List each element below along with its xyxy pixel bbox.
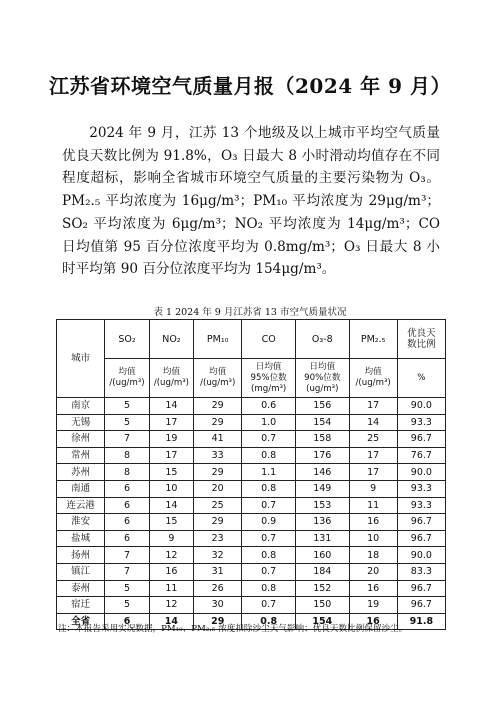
city-cell: 盐城 [57, 530, 105, 547]
value-cell: 93.3 [397, 480, 445, 497]
value-cell: 5 [105, 414, 149, 431]
table-row [57, 514, 446, 531]
value-cell: 0.8 [242, 613, 296, 630]
city-cell: 苏州 [57, 464, 105, 481]
summary-paragraph: 2024 年 9 月，江苏 13 个地级及以上城市平均空气质量优良天数比例为 91.8%，O₃ 日最大 8 小时滑动均值存在不同程度超标，影响全省城市环境空气质量的主要污染物为 O₃。PM₂.₅ 平均浓度为 16μg/m³；PM₁₀ 平均浓度为 29μg/m³；SO₂ 平均浓度为 6μg/m³；NO₂ 平均浓度为 14μg/m³；CO 日均值第 95 百分位浓度平均为 0.8mg/m³；O₃ 日最大 8 小时平均第 90 百分位浓度平均为 154μg/m³。 [62, 125, 440, 278]
value-cell: 152 [296, 580, 350, 597]
table-row [57, 414, 446, 431]
value-cell: 25 [349, 431, 397, 448]
city-cell: 徐州 [57, 431, 105, 448]
table-row [57, 447, 446, 464]
value-cell: 25 [194, 497, 242, 514]
value-cell: 17 [349, 398, 397, 415]
value-cell: 0.8 [242, 480, 296, 497]
city-cell: 泰州 [57, 580, 105, 597]
value-cell: 150 [296, 597, 350, 614]
value-cell: 91.8 [397, 613, 445, 630]
value-cell: 12 [149, 547, 193, 564]
table-row [57, 464, 446, 481]
value-cell: 0.7 [242, 563, 296, 580]
value-cell: 6 [105, 613, 149, 630]
value-cell: 149 [296, 480, 350, 497]
value-cell: 6 [105, 530, 149, 547]
col-header-text: 优良天数比例 [407, 328, 436, 350]
value-cell: 9 [349, 480, 397, 497]
value-cell: 15 [149, 464, 193, 481]
value-cell: 16 [349, 514, 397, 531]
value-cell: 19 [149, 431, 193, 448]
value-cell: 17 [149, 414, 193, 431]
value-cell: 83.3 [397, 563, 445, 580]
col-header [397, 320, 445, 359]
value-cell: 10 [149, 480, 193, 497]
value-cell: 93.3 [397, 497, 445, 514]
value-cell: 14 [349, 414, 397, 431]
value-cell: 96.7 [397, 580, 445, 597]
value-cell: 7 [105, 563, 149, 580]
value-cell: 10 [349, 530, 397, 547]
col-header: CO [242, 320, 296, 359]
value-cell: 16 [349, 580, 397, 597]
col-header: SO₂ [105, 320, 149, 359]
col-header: NO₂ [149, 320, 193, 359]
table-subheader-row [57, 359, 446, 398]
value-cell: 17 [349, 447, 397, 464]
value-cell: 0.8 [242, 547, 296, 564]
value-cell: 29 [194, 414, 242, 431]
value-cell: 96.7 [397, 431, 445, 448]
table-caption: 表 1 2024 年 9 月江苏省 13 市空气质量状况 [153, 307, 347, 318]
value-cell: 90.0 [397, 398, 445, 415]
value-cell: 16 [149, 563, 193, 580]
table-row [57, 398, 446, 415]
value-cell: 5 [105, 597, 149, 614]
city-cell: 宿迁 [57, 597, 105, 614]
value-cell: 6 [105, 480, 149, 497]
value-cell: 29 [194, 514, 242, 531]
value-cell: 41 [194, 431, 242, 448]
value-cell: 12 [149, 597, 193, 614]
value-cell: 136 [296, 514, 350, 531]
value-cell: 32 [194, 547, 242, 564]
value-cell: 33 [194, 447, 242, 464]
value-cell: 90.0 [397, 547, 445, 564]
col-header: PM₁₀ [194, 320, 242, 359]
value-cell: 23 [194, 530, 242, 547]
table-header-row [57, 320, 446, 359]
value-cell: 158 [296, 431, 350, 448]
value-cell: 156 [296, 398, 350, 415]
value-cell: 0.8 [242, 447, 296, 464]
value-cell: 29 [194, 613, 242, 630]
city-cell: 全省 [57, 613, 105, 630]
value-cell: 96.7 [397, 530, 445, 547]
value-cell: 17 [149, 447, 193, 464]
value-cell: 14 [149, 613, 193, 630]
value-cell: 11 [149, 580, 193, 597]
air-quality-table [56, 319, 446, 630]
value-cell: 5 [105, 580, 149, 597]
report-title: 江苏省环境空气质量月报（2024 年 9 月） [49, 74, 451, 98]
value-cell: 96.7 [397, 597, 445, 614]
table-body [57, 398, 446, 630]
value-cell: 0.8 [242, 580, 296, 597]
value-cell: 184 [296, 563, 350, 580]
city-cell: 南通 [57, 480, 105, 497]
unit-header: 均值 /(ug/m³) [105, 359, 149, 398]
value-cell: 0.7 [242, 597, 296, 614]
footnote: 注：本报告采用实况数据，PM₁₀、PM₂.₅ 浓度扣除沙尘天气影响；优良天数比例保留沙尘。 [58, 624, 408, 634]
unit-header: 均值 /(ug/m³) [194, 359, 242, 398]
summary-text [62, 122, 440, 281]
table-row [57, 563, 446, 580]
unit-header: 均值 /(ug/m³) [349, 359, 397, 398]
value-cell: 29 [194, 464, 242, 481]
value-cell: 0.7 [242, 530, 296, 547]
value-cell: 5 [105, 398, 149, 415]
value-cell: 153 [296, 497, 350, 514]
city-cell: 淮安 [57, 514, 105, 531]
value-cell: 160 [296, 547, 350, 564]
table-row [57, 547, 446, 564]
unit-header: 日均值 95%位数 (mg/m³) [242, 359, 296, 398]
value-cell: 0.6 [242, 398, 296, 415]
value-cell: 26 [194, 580, 242, 597]
unit-header: 均值 /(ug/m³) [149, 359, 193, 398]
value-cell: 31 [194, 563, 242, 580]
value-cell: 20 [349, 563, 397, 580]
city-cell: 南京 [57, 398, 105, 415]
value-cell: 154 [296, 613, 350, 630]
table-row [57, 497, 446, 514]
value-cell: 176 [296, 447, 350, 464]
value-cell: 0.7 [242, 497, 296, 514]
value-cell: 1.1 [242, 464, 296, 481]
unit-header: % [397, 359, 445, 398]
city-cell: 无锡 [57, 414, 105, 431]
table-row [57, 530, 446, 547]
city-cell: 常州 [57, 447, 105, 464]
value-cell: 7 [105, 547, 149, 564]
value-cell: 93.3 [397, 414, 445, 431]
value-cell: 14 [149, 497, 193, 514]
value-cell: 90.0 [397, 464, 445, 481]
col-header: O₃-8 [296, 320, 350, 359]
city-cell: 连云港 [57, 497, 105, 514]
value-cell: 76.7 [397, 447, 445, 464]
value-cell: 146 [296, 464, 350, 481]
value-cell: 7 [105, 431, 149, 448]
value-cell: 131 [296, 530, 350, 547]
value-cell: 6 [105, 514, 149, 531]
value-cell: 154 [296, 414, 350, 431]
table-row [57, 480, 446, 497]
value-cell: 19 [349, 597, 397, 614]
value-cell: 15 [149, 514, 193, 531]
value-cell: 18 [349, 547, 397, 564]
value-cell: 11 [349, 497, 397, 514]
col-header: PM₂.₅ [349, 320, 397, 359]
table-row [57, 431, 446, 448]
table-row [57, 580, 446, 597]
value-cell: 14 [149, 398, 193, 415]
value-cell: 6 [105, 497, 149, 514]
value-cell: 0.7 [242, 431, 296, 448]
value-cell: 1.0 [242, 414, 296, 431]
table-row [57, 597, 446, 614]
value-cell: 8 [105, 464, 149, 481]
value-cell: 29 [194, 398, 242, 415]
value-cell: 30 [194, 597, 242, 614]
value-cell: 17 [349, 464, 397, 481]
city-header: 城市 [57, 320, 105, 398]
value-cell: 0.9 [242, 514, 296, 531]
unit-header: 日均值 90%位数 (ug/m³) [296, 359, 350, 398]
value-cell: 9 [149, 530, 193, 547]
value-cell: 96.7 [397, 514, 445, 531]
city-cell: 扬州 [57, 547, 105, 564]
value-cell: 8 [105, 447, 149, 464]
city-cell: 镇江 [57, 563, 105, 580]
value-cell: 20 [194, 480, 242, 497]
value-cell: 16 [349, 613, 397, 630]
